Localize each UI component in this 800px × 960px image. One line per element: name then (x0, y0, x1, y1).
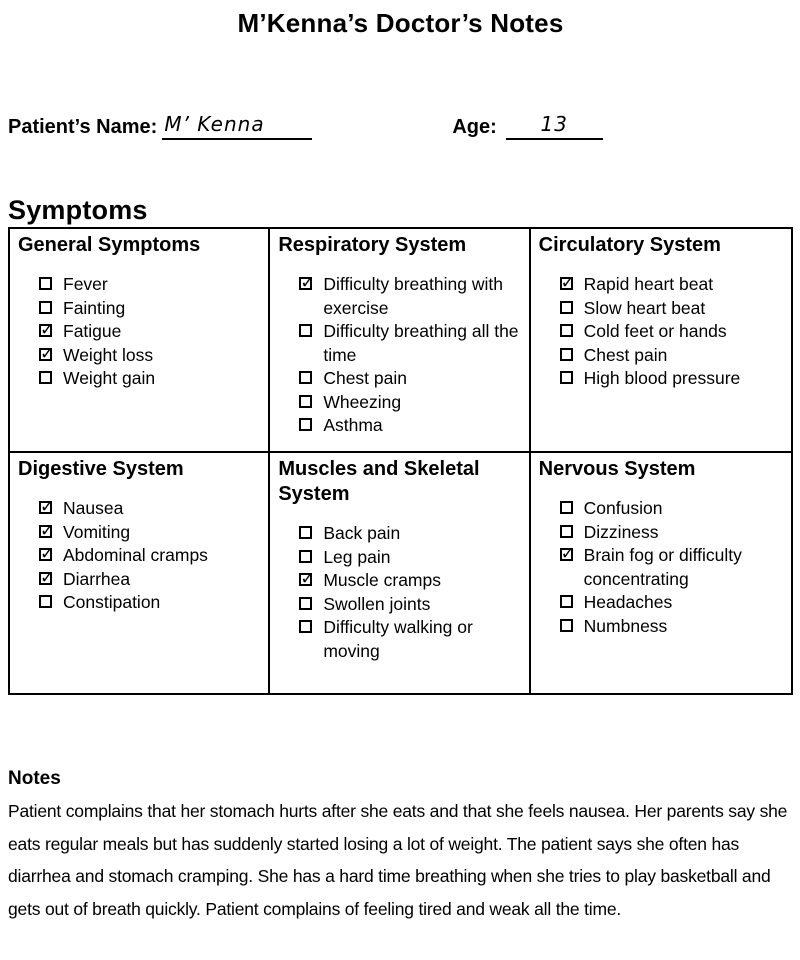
symptom-list (278, 273, 522, 438)
symptom-label: Headaches (583, 592, 673, 612)
symptom-item (560, 273, 785, 297)
symptom-item (39, 568, 262, 592)
checkbox-unchecked-icon (299, 371, 312, 384)
symptom-item (560, 591, 785, 615)
checkbox-unchecked-icon (299, 550, 312, 563)
symptom-label: Diarrhea (63, 568, 131, 589)
checkbox-unchecked-icon (39, 301, 52, 314)
symptom-label: Chest pain (323, 368, 407, 388)
symptom-item (560, 544, 785, 591)
patient-name-value: M’ Kenna (162, 110, 312, 140)
symptom-item (39, 273, 262, 297)
symptom-label: Fainting (63, 297, 126, 318)
check-mark-icon: ✓ (40, 343, 55, 364)
section-muscles-skeletal-system (270, 453, 530, 693)
section-title: General Symptoms (18, 234, 201, 256)
notes-heading: Notes (8, 768, 61, 789)
check-mark-icon: ✓ (40, 567, 55, 588)
symptom-label: Constipation (63, 592, 161, 612)
checkbox-unchecked-icon (560, 371, 573, 384)
section-title: Nervous System (538, 458, 696, 480)
symptom-label: Wheezing (323, 391, 402, 412)
symptoms-heading: Symptoms (8, 195, 148, 225)
symptom-item (560, 497, 785, 521)
section-title: Circulatory System (538, 234, 721, 256)
checkbox-unchecked-icon (560, 525, 573, 538)
symptom-item (560, 367, 785, 391)
check-mark-icon: ✓ (40, 520, 55, 541)
symptom-item (560, 320, 785, 344)
checkbox-unchecked-icon (39, 595, 52, 608)
symptom-label: Nausea (63, 498, 124, 518)
check-mark-icon: ✓ (40, 497, 55, 517)
checkbox-unchecked-icon (560, 619, 573, 632)
symptom-label: Brain fog or difficulty concentrating (583, 545, 742, 589)
symptom-label: Fatigue (63, 321, 122, 341)
checkbox-checked-icon (560, 273, 575, 293)
symptom-label: Confusion (583, 498, 663, 518)
symptom-label: Chest pain (583, 344, 668, 365)
symptom-item (299, 320, 522, 367)
section-general-symptoms (10, 229, 270, 453)
symptom-item (299, 414, 522, 438)
symptom-item (299, 391, 522, 415)
check-mark-icon: ✓ (40, 544, 55, 564)
symptom-list (278, 522, 522, 663)
symptom-item (299, 367, 522, 391)
symptom-label: Rapid heart beat (583, 274, 714, 294)
checkbox-checked-icon (39, 567, 55, 588)
symptom-item (560, 297, 785, 321)
symptom-item (560, 521, 785, 545)
checkbox-unchecked-icon (560, 301, 573, 314)
symptom-label: Cold feet or hands (583, 321, 727, 341)
checkbox-checked-icon (39, 320, 55, 340)
checkbox-checked-icon (39, 497, 55, 517)
check-mark-icon: ✓ (560, 544, 575, 564)
section-title: Digestive System (18, 458, 184, 480)
section-digestive-system (10, 453, 270, 693)
checkbox-unchecked-icon (299, 526, 312, 539)
symptom-item (39, 497, 262, 521)
symptom-label: Slow heart beat (583, 297, 706, 318)
check-mark-icon: ✓ (40, 320, 55, 340)
symptom-list (539, 273, 785, 391)
symptom-item (560, 615, 785, 639)
symptom-label: Asthma (323, 415, 383, 435)
symptom-item (39, 320, 262, 344)
symptom-item (299, 616, 522, 663)
symptom-item (39, 521, 262, 545)
symptom-item (39, 544, 262, 568)
symptom-item (299, 522, 522, 546)
symptom-label: Difficulty breathing with exercise (323, 274, 503, 318)
check-mark-icon: ✓ (300, 273, 315, 293)
checkbox-checked-icon (299, 273, 315, 293)
checkbox-unchecked-icon (299, 620, 312, 633)
symptom-item (39, 367, 262, 391)
checkbox-unchecked-icon (560, 501, 573, 514)
symptom-item (560, 344, 785, 368)
symptom-label: Muscle cramps (323, 570, 441, 590)
symptom-item (39, 297, 262, 321)
checkbox-unchecked-icon (560, 348, 573, 361)
symptoms-table (8, 227, 793, 695)
section-respiratory-system (270, 229, 530, 453)
symptom-list (539, 497, 785, 638)
checkbox-unchecked-icon (299, 418, 312, 431)
check-mark-icon: ✓ (560, 273, 575, 293)
symptom-label: Fever (63, 274, 108, 294)
symptom-label: Weight loss (63, 344, 154, 365)
symptom-label: Numbness (583, 615, 668, 636)
symptom-label: Vomiting (63, 521, 131, 542)
symptom-label: Abdominal cramps (63, 545, 208, 565)
symptom-item (299, 593, 522, 617)
symptom-label: Swollen joints (323, 593, 431, 614)
symptom-label: Weight gain (63, 368, 156, 388)
symptom-label: Difficulty walking or moving (323, 617, 473, 661)
symptom-item (39, 591, 262, 615)
check-mark-icon: ✓ (300, 569, 315, 589)
checkbox-checked-icon (560, 544, 575, 564)
symptom-label: Back pain (323, 523, 401, 543)
checkbox-unchecked-icon (560, 324, 573, 337)
checkbox-unchecked-icon (299, 395, 312, 408)
checkbox-unchecked-icon (299, 597, 312, 610)
checkbox-checked-icon (39, 544, 55, 564)
checkbox-checked-icon (39, 343, 55, 364)
symptom-item (39, 344, 262, 368)
section-nervous-system (531, 453, 791, 693)
section-title: Muscles and Skeletal System (278, 458, 480, 505)
symptom-label: High blood pressure (583, 368, 741, 388)
symptom-item (299, 546, 522, 570)
symptom-label: Dizziness (583, 521, 659, 542)
symptom-list (18, 273, 262, 391)
checkbox-unchecked-icon (39, 371, 52, 384)
notes-body: Patient complains that her stomach hurts after she eats and that she feels nausea. Her parents say she eats regular meals but has suddenly started losing a lot of weight. The patient says she often has diarrhea and stomach cramping. She has a hard time breathing when she tries to play basketball and gets out of breath quickly. Patient complains of feeling tired and weak all the time. (8, 801, 788, 919)
checkbox-checked-icon (39, 520, 55, 541)
symptom-label: Difficulty breathing all the time (323, 321, 519, 365)
checkbox-unchecked-icon (560, 595, 573, 608)
patient-name-label: Patient’s Name: (8, 116, 158, 138)
patient-info-row (8, 108, 793, 140)
section-title: Respiratory System (278, 234, 467, 256)
symptom-list (18, 497, 262, 615)
section-circulatory-system (531, 229, 791, 453)
document-title: M’Kenna’s Doctor’s Notes (237, 8, 564, 38)
symptom-label: Leg pain (323, 546, 391, 567)
checkbox-unchecked-icon (299, 324, 312, 337)
age-value: 13 (506, 110, 603, 140)
symptom-item (299, 273, 522, 320)
checkbox-unchecked-icon (39, 277, 52, 290)
age-label: Age: (452, 116, 497, 138)
checkbox-checked-icon (299, 569, 315, 589)
symptom-item (299, 569, 522, 593)
